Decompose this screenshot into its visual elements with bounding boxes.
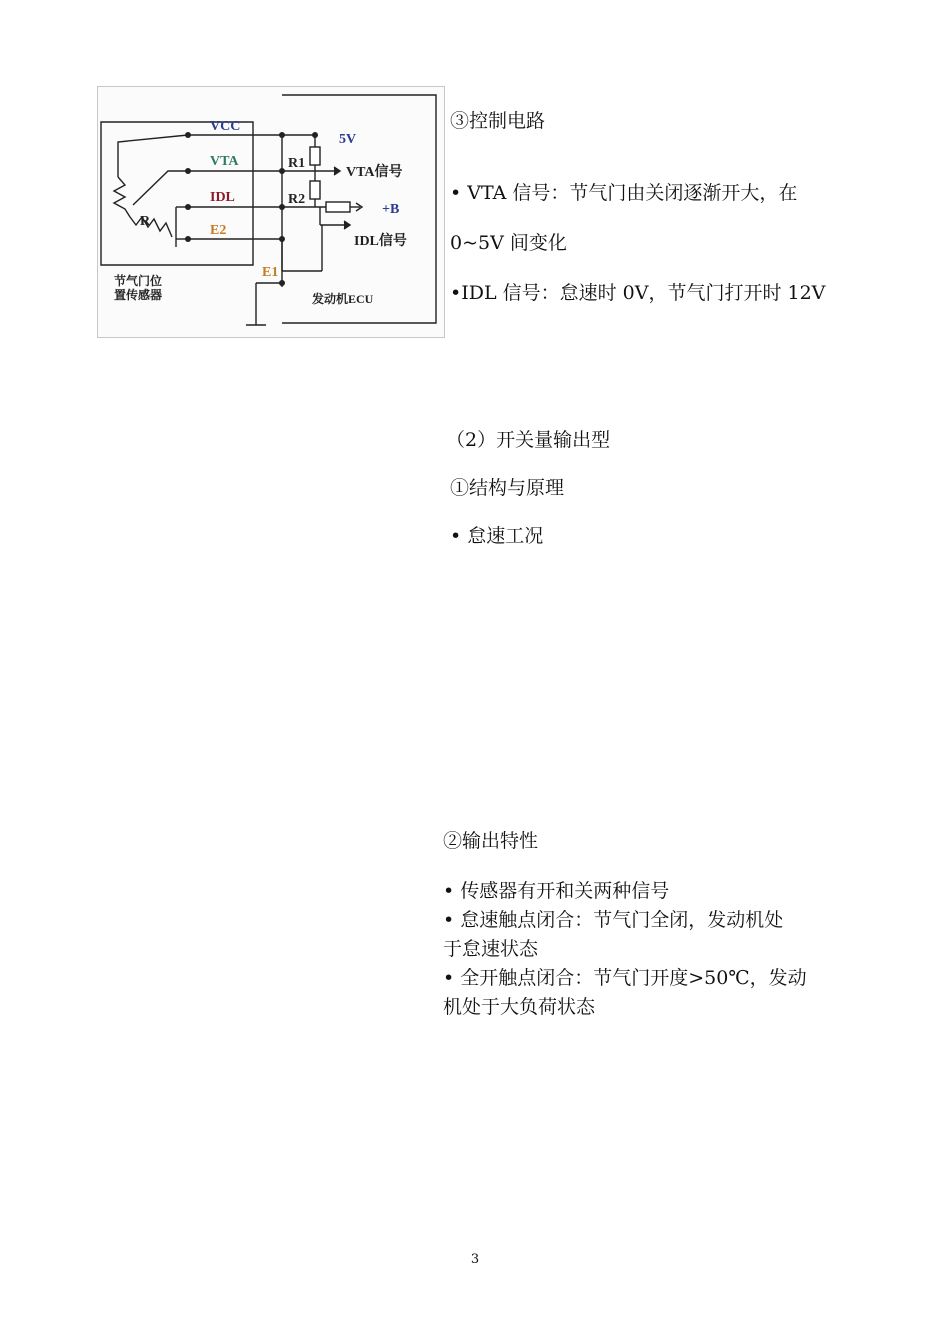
list-item: • 全开触点闭合：节气门开度>50℃，发动 [443,967,807,989]
label-5v: 5V [339,132,357,147]
list-item: • 怠速触点闭合：节气门全闭，发动机处 [443,909,784,931]
list-item: 于怠速状态 [443,938,539,960]
label-sensor-1: 节气门位 [114,274,163,288]
resistor-r1 [310,147,320,165]
label-e1: E1 [262,265,279,280]
switch-output-heading: （2）开关量输出型 [446,429,611,451]
label-idl: IDL [210,190,235,205]
vta-signal-line-1: • VTA 信号：节气门由关闭逐渐开大，在 [450,182,798,204]
label-sensor-2: 置传感器 [114,288,163,302]
structure-principle-heading: ①结构与原理 [450,477,565,499]
idle-condition-item: • 怠速工况 [450,525,544,547]
list-item: • 传感器有开和关两种信号 [443,880,670,902]
page-number: 3 [470,1252,480,1267]
lead-vta [133,171,188,205]
list-item: 机处于大负荷状态 [443,996,596,1018]
label-r2: R2 [288,192,306,207]
label-ecu: 发动机ECU [312,292,374,306]
resistor-b [326,202,350,212]
characteristics-list [443,877,807,1022]
control-circuit-heading: ③控制电路 [450,110,546,132]
label-vta-signal: VTA信号 [346,165,403,180]
label-vta: VTA [210,154,239,169]
label-r1: R1 [288,156,306,171]
resistor-r2 [310,181,320,199]
circuit-diagram [97,86,445,338]
idl-signal-line: •IDL 信号：怠速时 0V，节气门打开时 12V [450,282,826,304]
label-plus-b: +B [382,202,400,217]
label-e2: E2 [210,223,227,238]
label-r: R [140,214,151,229]
label-idl-signal: IDL信号 [354,234,407,249]
output-characteristics-heading: ②输出特性 [443,830,539,852]
label-vcc: VCC [210,119,241,134]
vta-signal-line-2: 0~5V 间变化 [450,232,567,254]
